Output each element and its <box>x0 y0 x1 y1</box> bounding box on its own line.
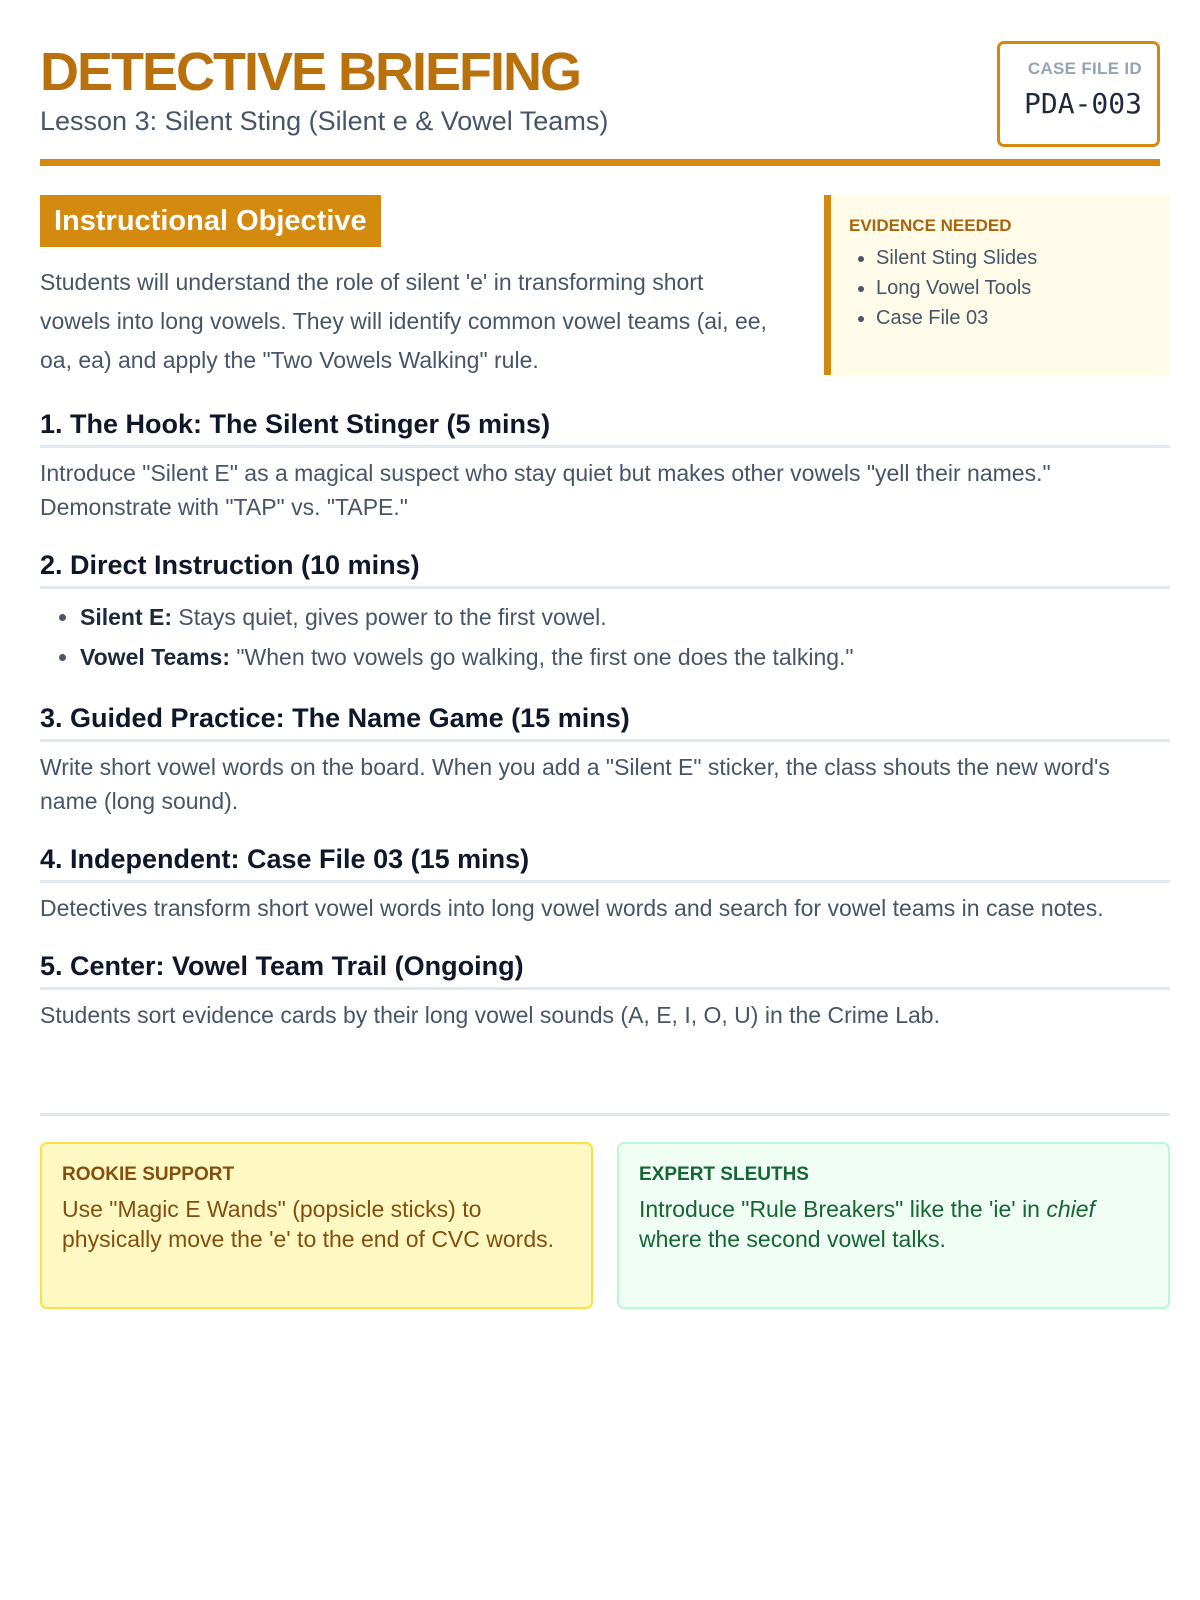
lesson-section <box>40 840 1170 925</box>
list-item <box>80 597 1170 637</box>
section-title: 2. Direct Instruction (10 mins) <box>40 546 1170 589</box>
page-title: DETECTIVE BRIEFING <box>40 42 581 102</box>
expert-sleuths-text <box>639 1194 1148 1254</box>
bullet-term: Vowel Teams: <box>80 644 230 670</box>
instructional-objective <box>40 195 780 380</box>
objective-heading: Instructional Objective <box>40 195 381 247</box>
evidence-item: • Silent Sting Slides <box>876 243 1170 273</box>
case-file-id-value: PDA-003 <box>1023 87 1142 120</box>
expert-text-end: where the second vowel talks. <box>639 1226 946 1252</box>
rookie-support-text: Use "Magic E Wands" (popsicle sticks) to physically move the 'e' to the end of CVC words. <box>62 1196 555 1252</box>
section-title: 1. The Hook: The Silent Stinger (5 mins) <box>40 405 1170 448</box>
bullet-text: "When two vowels go walking, the first one does the talking." <box>229 644 854 670</box>
expert-text-start: Introduce "Rule Breakers" like the 'ie' in <box>639 1196 1047 1222</box>
section-body: Introduce "Silent E" as a magical suspect who stay quiet but makes other vowels "yell their names." Demonstrate with "TAP" vs. "TAPE." <box>40 460 1051 520</box>
objective-text: Students will understand the role of silent 'e' in transforming short vowels into long vowels. They will identify common vowel teams (ai, ee, oa, ea) and apply the "Two Vowels Walking" rule. <box>40 269 767 373</box>
section-title: 5. Center: Vowel Team Trail (Ongoing) <box>40 947 1170 990</box>
list-item <box>80 637 1170 677</box>
evidence-heading: EVIDENCE NEEDED <box>849 216 1012 235</box>
bullet-term: Silent E: <box>80 604 173 630</box>
lesson-section <box>40 699 1170 818</box>
section-body: Write short vowel words on the board. When you add a "Silent E" sticker, the class shouts the new word's name (long sound). <box>40 754 1110 814</box>
section-bullet-list <box>40 597 1170 677</box>
lesson-section <box>40 947 1170 1032</box>
evidence-item: • Case File 03 <box>876 303 1170 333</box>
case-file-id-label: CASE FILE ID <box>1027 59 1142 78</box>
lesson-section <box>40 405 1170 524</box>
bullet-text: Stays quiet, gives power to the first vowel. <box>172 604 607 630</box>
rookie-support-box <box>40 1142 593 1309</box>
lesson-sections <box>40 405 1170 1054</box>
section-title: 4. Independent: Case File 03 (15 mins) <box>40 840 1170 883</box>
section-body: Detectives transform short vowel words into long vowel words and search for vowel teams in case notes. <box>40 895 1104 921</box>
expert-sleuths-heading: EXPERT SLEUTHS <box>639 1164 809 1185</box>
evidence-needed-panel <box>824 195 1170 375</box>
rookie-support-heading: ROOKIE SUPPORT <box>62 1164 235 1185</box>
section-title: 3. Guided Practice: The Name Game (15 mins) <box>40 699 1170 742</box>
expert-sleuths-box <box>617 1142 1170 1309</box>
evidence-list <box>849 243 1170 333</box>
page-header <box>40 0 1160 166</box>
lesson-section <box>40 546 1170 677</box>
section-divider <box>40 1113 1170 1116</box>
case-file-id-box <box>997 41 1160 147</box>
evidence-item: • Long Vowel Tools <box>876 273 1170 303</box>
lesson-subtitle: Lesson 3: Silent Sting (Silent e & Vowel Teams) <box>40 106 609 136</box>
section-body: Students sort evidence cards by their long vowel sounds (A, E, I, O, U) in the Crime Lab. <box>40 1002 940 1028</box>
expert-example-word: chief <box>1046 1196 1095 1222</box>
